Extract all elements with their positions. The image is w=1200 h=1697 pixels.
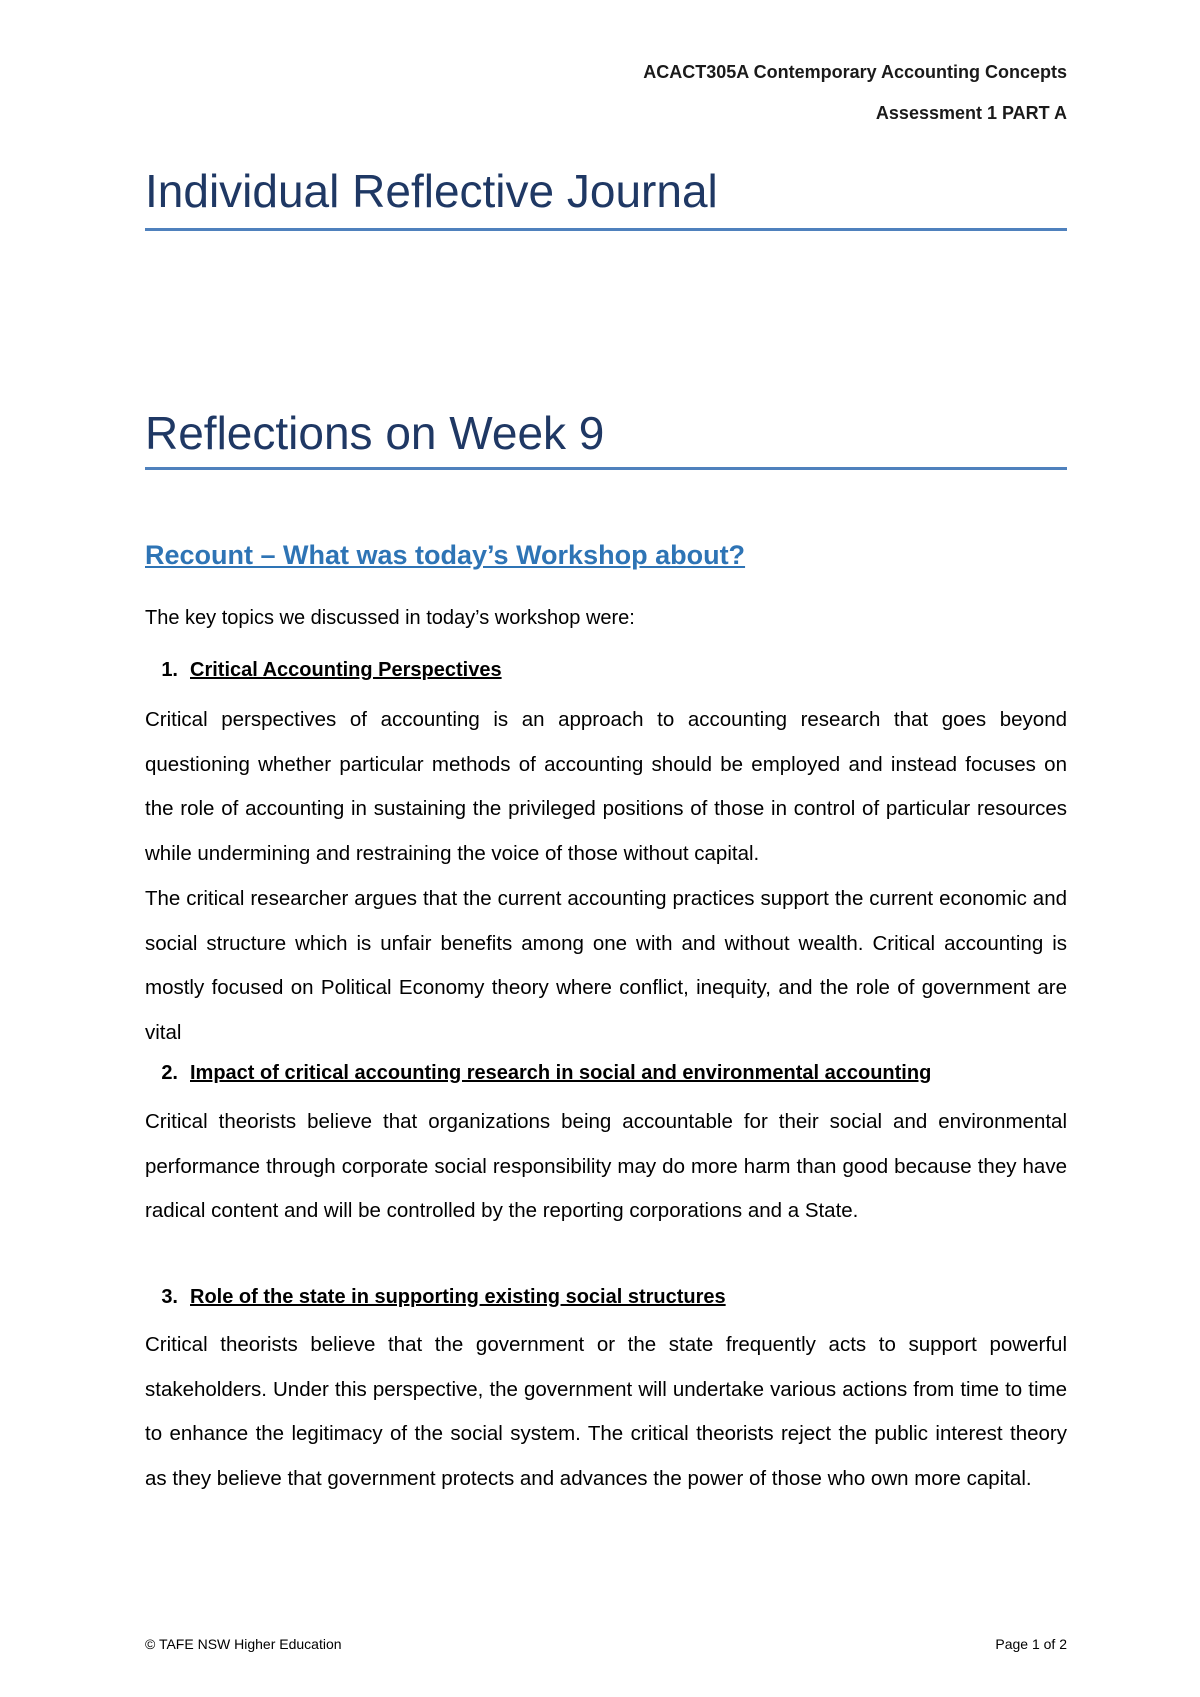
footer-page-number: Page 1 of 2 [995, 1636, 1067, 1652]
list-item-label: Critical Accounting Perspectives [190, 659, 502, 681]
paragraph: Critical theorists believe that the government or the state frequently acts to support powerful stakeholders. Under this perspective, the government will undertake various actions from time to time to enhance the legitimacy of the social system. The critical theorists reject the public interest theory as they believe that government protects and advances the power of those who own more capital. [145, 1333, 1067, 1491]
list-item-number: 2. [161, 1062, 178, 1084]
list-item-number: 1. [161, 659, 178, 681]
list-item-body-1 [145, 698, 1067, 1056]
week-title-divider [145, 467, 1067, 470]
list-item-label: Impact of critical accounting research in social and environmental accounting [190, 1062, 932, 1084]
list-item-heading-2 [138, 1062, 931, 1085]
week-title: Reflections on Week 9 [145, 407, 605, 459]
list-item-label: Role of the state in supporting existing social structures [190, 1286, 726, 1308]
section-heading: Recount – What was today’s Workshop about? [145, 540, 746, 570]
list-item-heading-1 [138, 659, 502, 682]
list-item-body-2 [145, 1100, 1067, 1234]
list-item-number: 3. [161, 1286, 178, 1308]
list-item-body-3 [145, 1323, 1067, 1502]
header-course: ACACT305A Contemporary Accounting Concepts [643, 62, 1067, 82]
intro-text: The key topics we discussed in today’s workshop were: [145, 607, 635, 629]
paragraph: Critical perspectives of accounting is an approach to accounting research that goes beyond questioning whether particular methods of accounting should be employed and instead focuses on the role of accounting in sustaining the privileged positions of those in control of particular resources while undermining and restraining the voice of those without capital. [145, 708, 1067, 866]
list-item-heading-3 [138, 1286, 726, 1309]
footer-copyright: © TAFE NSW Higher Education [145, 1636, 342, 1652]
header-assessment: Assessment 1 PART A [875, 103, 1067, 123]
document-title: Individual Reflective Journal [145, 165, 718, 217]
paragraph: Critical theorists believe that organizations being accountable for their social and environmental performance through corporate social responsibility may do more harm than good because they have radical content and will be controlled by the reporting corporations and a State. [145, 1110, 1067, 1223]
paragraph: The critical researcher argues that the current accounting practices support the current economic and social structure which is unfair benefits among one with and without wealth. Critical accounting is mostly focused on Political Economy theory where conflict, inequity, and the role of government are vital [145, 886, 1067, 1044]
title-divider [145, 228, 1067, 231]
